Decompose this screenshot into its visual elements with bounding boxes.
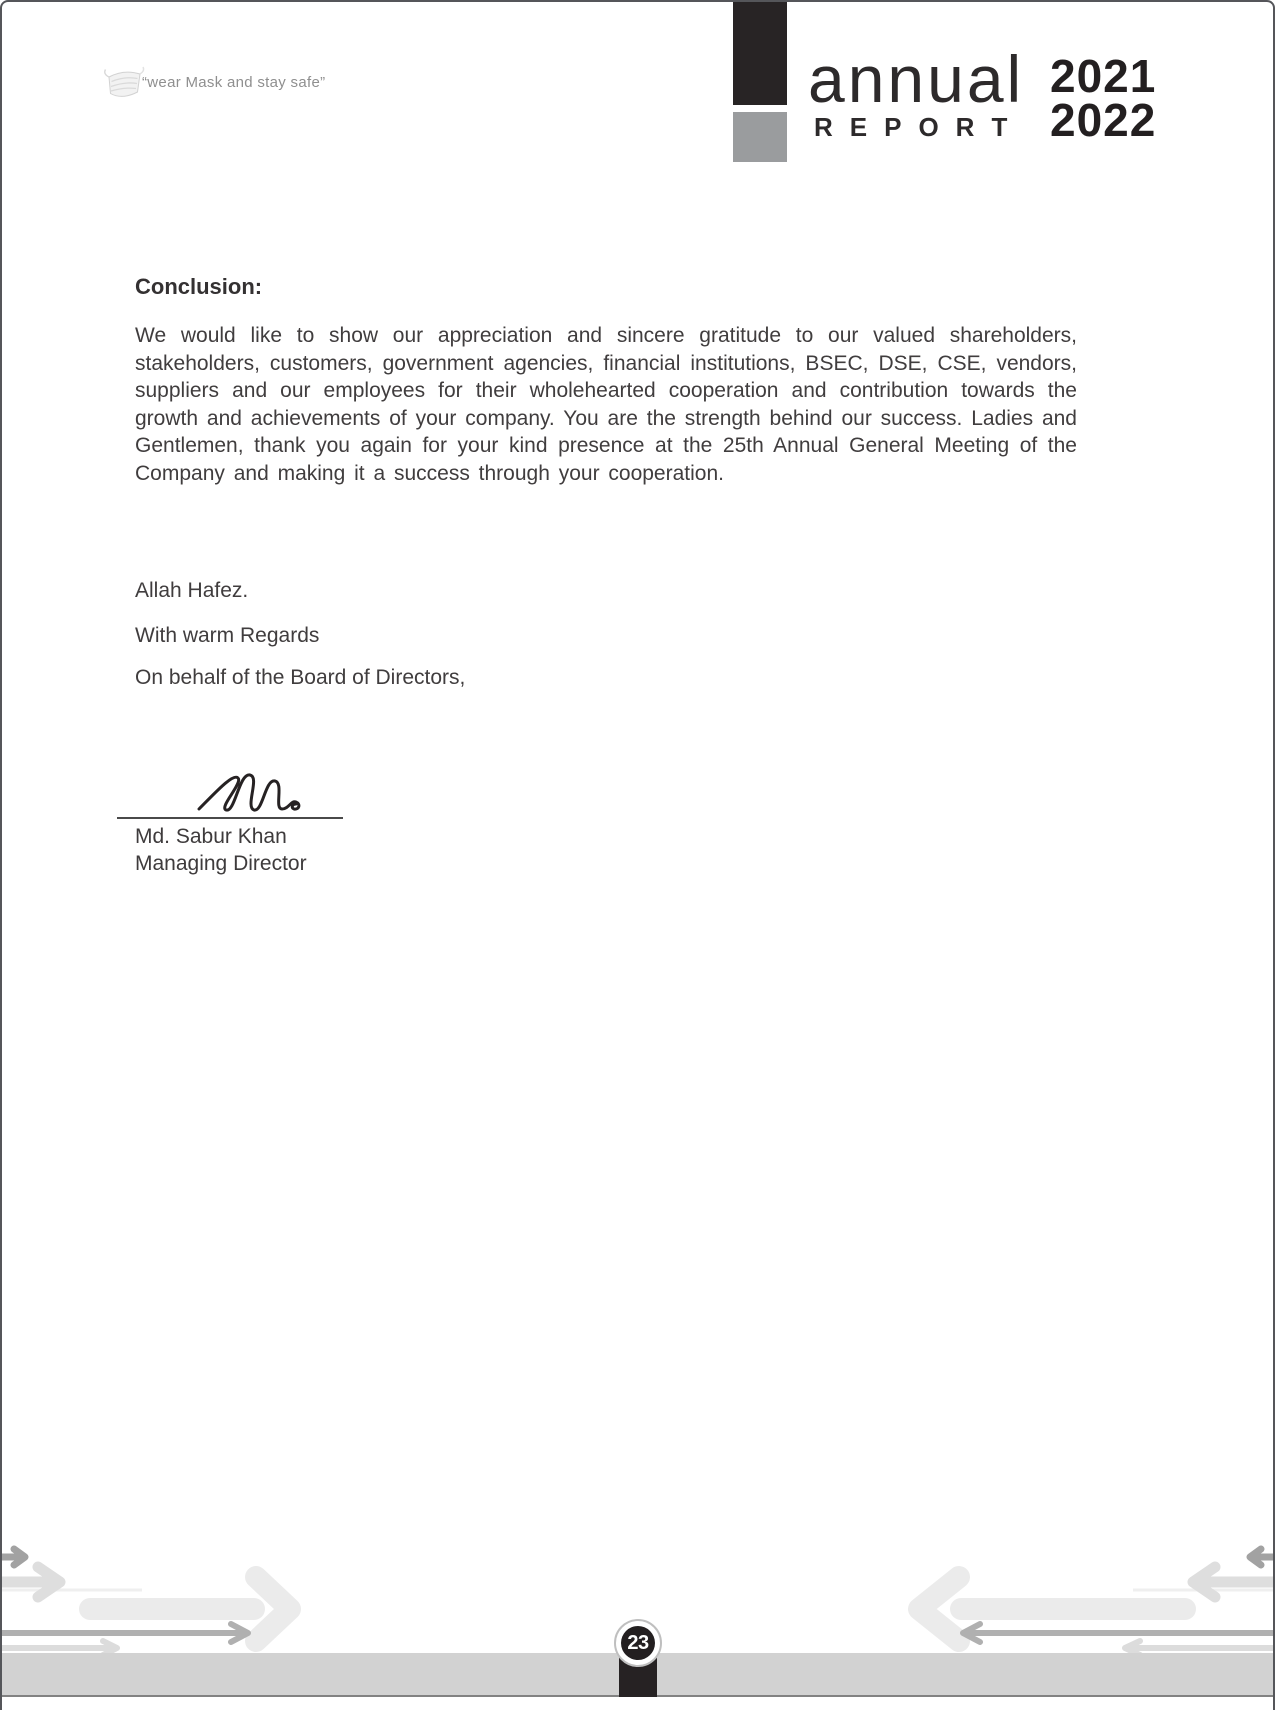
signatory-title: Managing Director [135,852,307,875]
logo-report-text: REPORT [814,112,1025,142]
logo-annual-text: annual [808,42,1025,116]
mask-note [102,62,325,102]
logo-year-bottom: 2022 [1050,94,1157,146]
letter-content [135,274,1077,875]
logo-gray-block [733,112,787,162]
signature-scribble [195,769,315,815]
arrows-left-decoration [903,1535,1273,1660]
logo-years [1050,50,1157,146]
conclusion-paragraph: We would like to show our appreciation and sincere gratitude to our valued shareholders, stakeholders, customers, government agencies, financial institutions, BSEC, DSE, CSE, vendors, suppliers and our employees for their wholehearted cooperation and contribution towards the growth and achievements of your company. You are the strength behind our success. Ladies and Gentlemen, thank you again for your kind presence at the 25th Annual General Meeting of the Company and making it a success through your cooperation. [135,324,1077,485]
closing-line-warm-regards: With warm Regards [135,624,320,647]
mask-note-text: “wear Mask and stay safe” [142,73,326,91]
signature-line [117,817,343,819]
closing-line-on-behalf: On behalf of the Board of Directors, [135,666,466,689]
closing-line-allah-hafez: Allah Hafez. [135,579,249,602]
page-number: 23 [621,1626,655,1660]
page-number-badge [614,1619,662,1667]
signatory-name: Md. Sabur Khan [135,825,287,848]
face-mask-icon [102,62,146,102]
logo-year-top: 2021 [1050,50,1157,102]
arrows-right-decoration [2,1535,302,1660]
section-heading: Conclusion: [135,274,263,299]
logo-black-block [733,2,787,105]
